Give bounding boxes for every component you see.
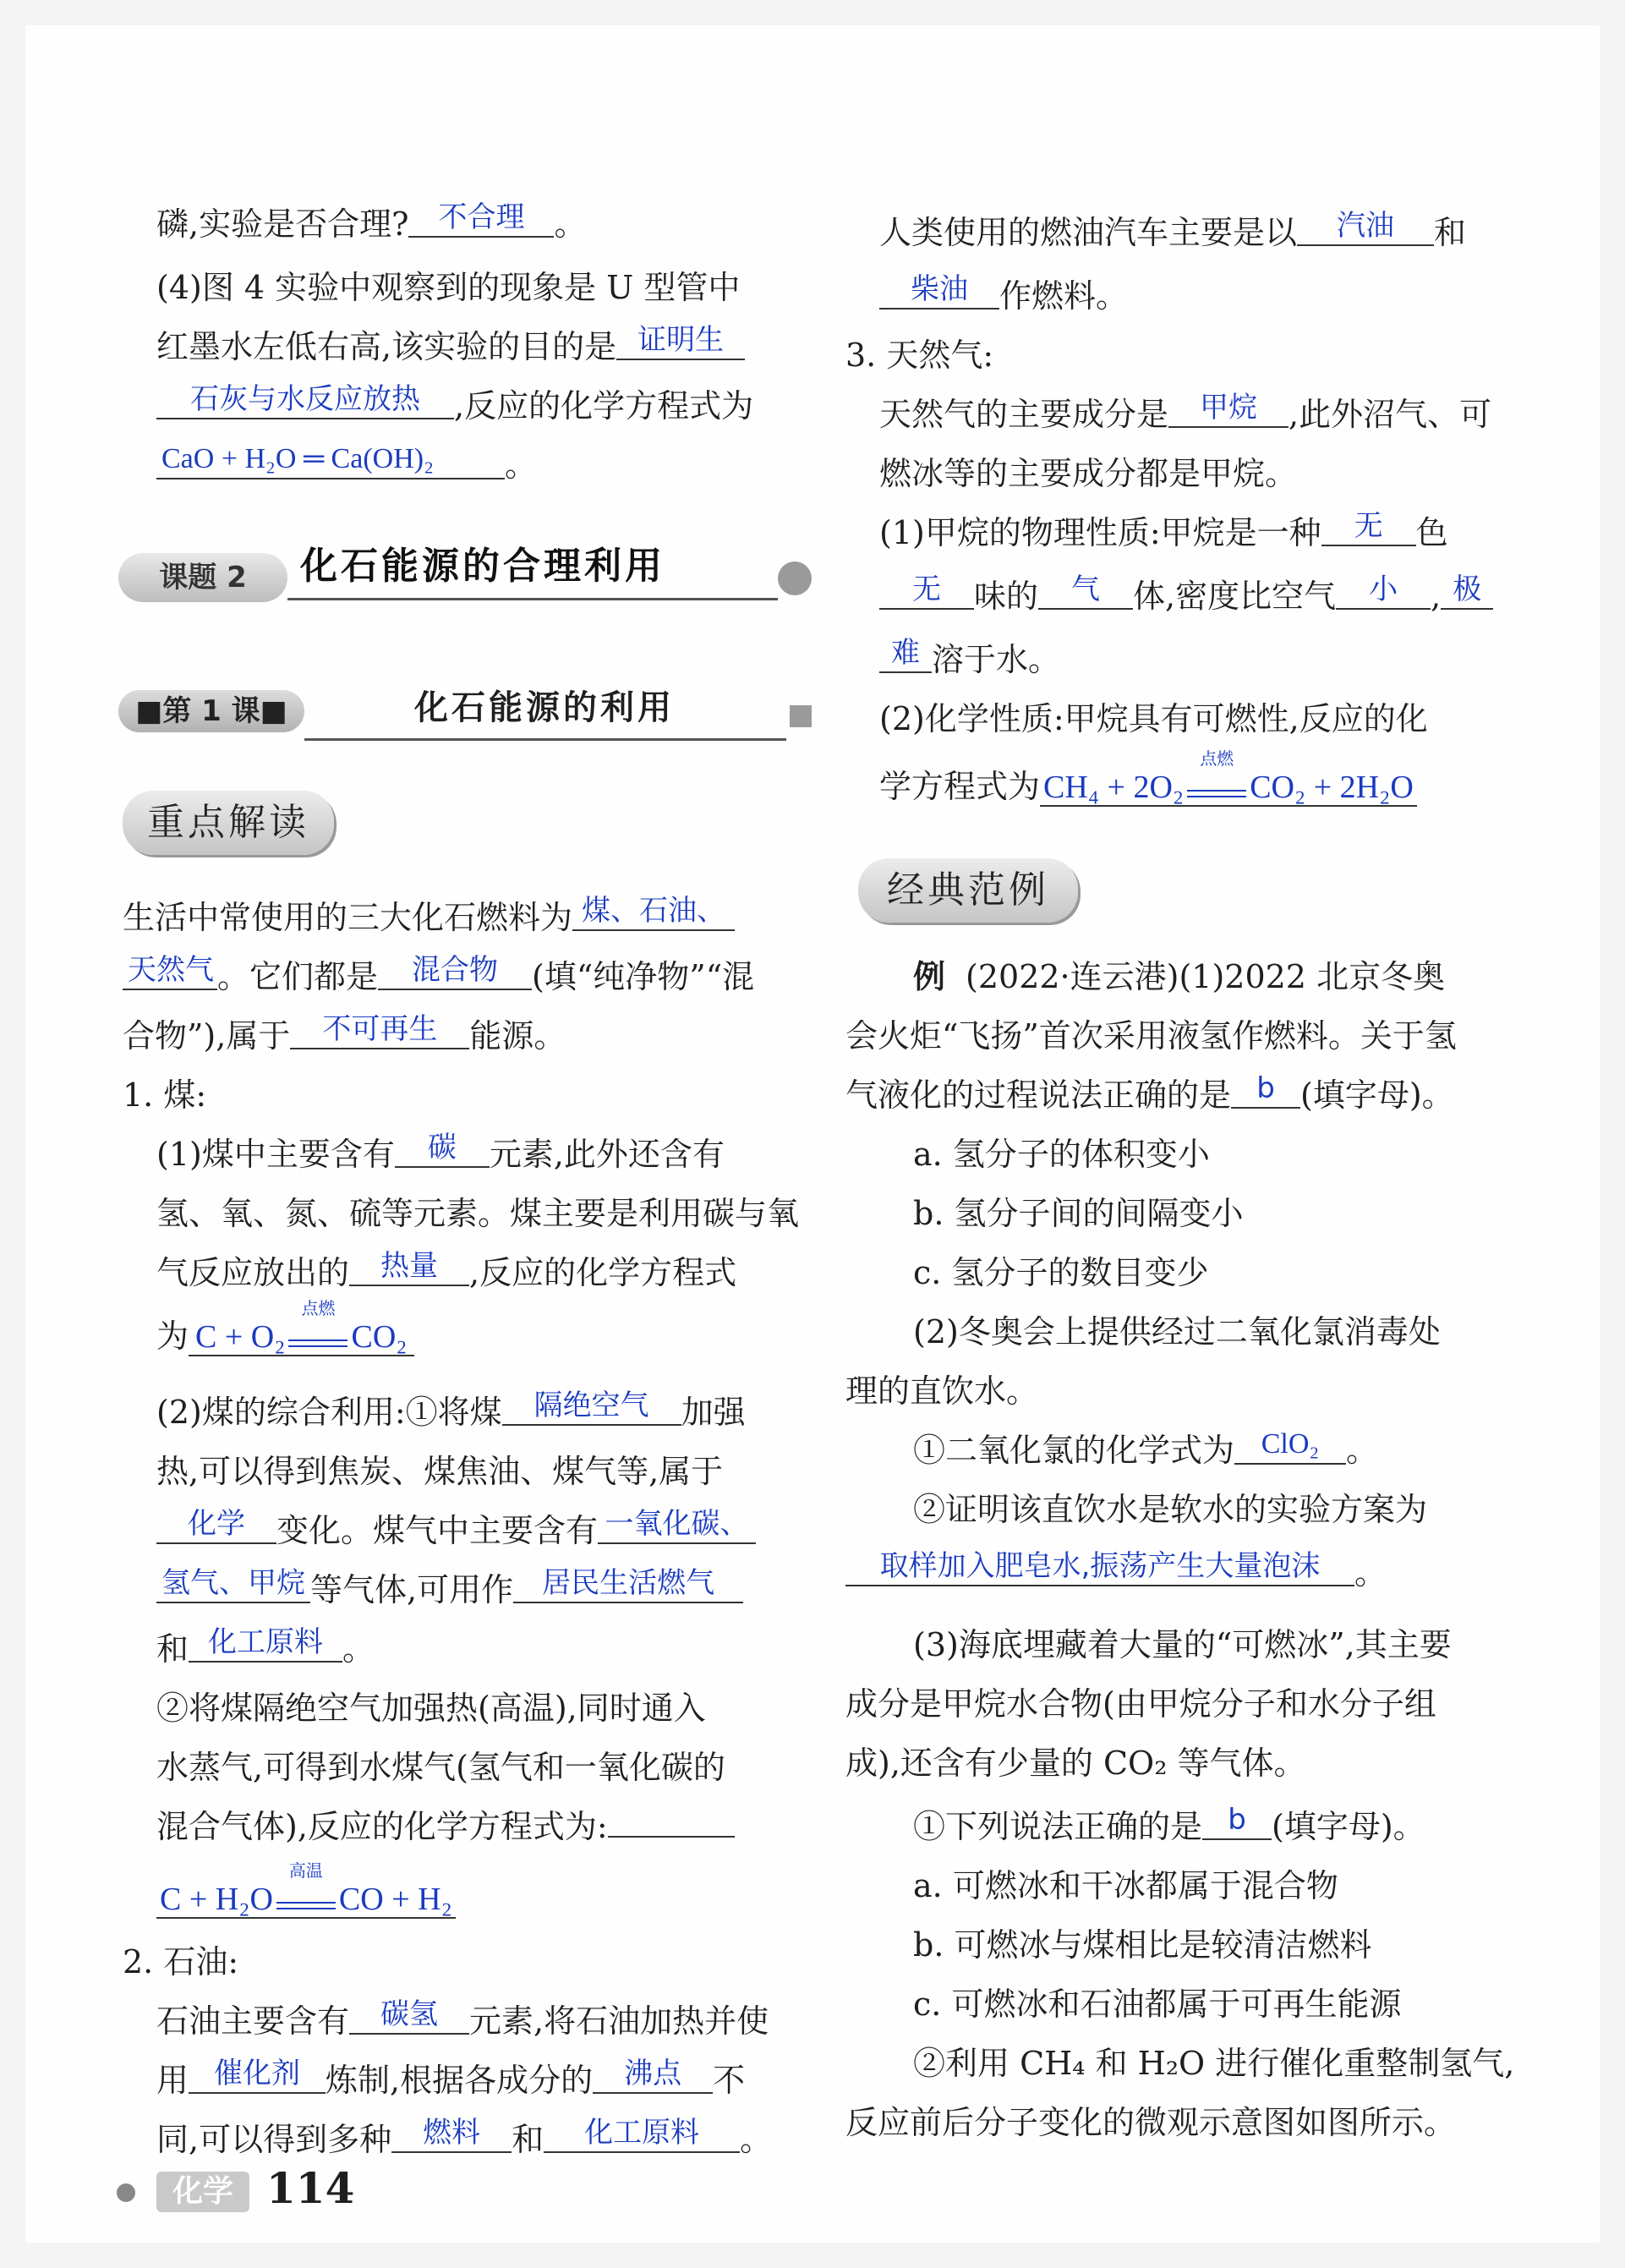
line: a. 可燃冰和干冰都属于混合物 [913, 1867, 1338, 1904]
answer-blank: 柴油 [879, 271, 999, 310]
line [156, 1625, 375, 1671]
line [156, 1566, 743, 1612]
line [156, 1300, 414, 1358]
line [913, 956, 1445, 998]
topic-tag: 课题 2 [118, 553, 287, 602]
line: 会火炬“飞扬”首次采用液氢作燃料。关于氢 [845, 1017, 1457, 1055]
text: 作燃料。 [999, 277, 1129, 315]
line: (4)图 4 实验中观察到的现象是 U 型管中 [156, 269, 741, 306]
answer-blank: 混合物 [378, 951, 532, 990]
answer-blank: 难 [879, 634, 932, 673]
line [156, 1133, 725, 1176]
equation-answer: CaO + H₂O ═ Ca(OH)₂ [156, 441, 505, 479]
answer-blank [608, 1807, 735, 1838]
text: 。 [740, 2121, 773, 2158]
example-label: 例 [913, 957, 946, 995]
text: 气反应放出的 [156, 1254, 350, 1291]
line [156, 2059, 745, 2102]
text: 学方程式为 [879, 768, 1041, 805]
text: 炼制,根据各成分的 [326, 2062, 594, 2099]
line [845, 1549, 1387, 1595]
equation-answer [1040, 750, 1417, 807]
text: 。它们都是 [217, 958, 379, 995]
line: (2)化学性质:甲烷具有可燃性,反应的化 [879, 700, 1428, 737]
equation-answer [156, 1862, 456, 1919]
equals-bar [276, 1902, 336, 1909]
text: (2)煤的综合利用:①将煤 [156, 1394, 502, 1431]
text: (填字母)。 [1300, 1076, 1454, 1114]
line: b. 可燃冰与煤相比是较清洁燃料 [913, 1926, 1372, 1964]
text: ,反应的化学方程式为 [454, 387, 754, 425]
equals-bar [288, 1339, 347, 1347]
reaction-arrow [276, 1862, 336, 1909]
answer-blank: 热量 [349, 1247, 469, 1286]
text: (2022·连云港)(1)2022 北京冬奥 [966, 958, 1446, 995]
text: 。 [554, 205, 587, 243]
answer-blank: 石灰与水反应放热 [156, 381, 454, 419]
text: 变化。煤气中主要含有 [276, 1512, 599, 1549]
answer-blank: 气 [1038, 571, 1133, 610]
line [879, 272, 1129, 318]
text: 元素,此外还含有 [489, 1136, 725, 1173]
text: 溶于水。 [932, 641, 1061, 678]
equation-answer [189, 1300, 414, 1356]
line [879, 509, 1448, 555]
answer-blank: 燃料 [391, 2114, 512, 2153]
text: 味的 [974, 578, 1039, 615]
line: ②证明该直饮水是软水的实验方案为 [913, 1491, 1428, 1528]
line [156, 382, 754, 428]
answer-blank: 碳氢 [349, 1996, 469, 2035]
text: 不 [713, 2062, 746, 2099]
line [879, 211, 1466, 255]
line: 氢、氧、氮、硫等元素。煤主要是利用碳与氧 [156, 1195, 800, 1232]
text: 为 [156, 1318, 189, 1355]
text: 磷,实验是否合理? [156, 205, 409, 243]
line: ②利用 CH₄ 和 H₂O 进行催化重整制氢气, [913, 2045, 1515, 2082]
answer-blank: 无 [879, 571, 974, 610]
line [156, 323, 745, 369]
text: 和 [512, 2121, 544, 2158]
answer-blank: 天然气 [123, 951, 217, 990]
condition: 高温 [288, 1862, 323, 1881]
equation-right: CO₂ [351, 1319, 408, 1355]
text: , [1431, 578, 1442, 615]
text: 。 [342, 1630, 375, 1668]
line [156, 1509, 756, 1553]
page-number: 114 [266, 2163, 355, 2213]
line: c. 氢分子的数目变少 [913, 1254, 1209, 1291]
text: ①下列说法正确的是 [913, 1808, 1203, 1845]
text: (填字母)。 [1272, 1808, 1425, 1845]
text: 同,可以得到多种 [156, 2121, 392, 2158]
answer-blank: 一氧化碳、 [598, 1505, 756, 1544]
answer-blank: 无 [1321, 507, 1416, 546]
divider [304, 738, 786, 741]
line: 燃冰等的主要成分都是甲烷。 [879, 455, 1298, 492]
text: 天然气的主要成分是 [879, 396, 1169, 433]
footer-dot [117, 2183, 135, 2202]
line: 成),还含有少量的 CO₂ 等气体。 [845, 1745, 1306, 1782]
line [123, 953, 755, 999]
answer-blank: 化学 [156, 1505, 276, 1544]
text: 和 [156, 1630, 189, 1668]
line [879, 750, 1417, 808]
decor-square [790, 705, 812, 727]
text: 色 [1415, 514, 1448, 551]
line: 1. 煤: [123, 1076, 207, 1114]
line [156, 1862, 456, 1920]
equation-left: CH₄ + 2O₂ [1043, 770, 1185, 805]
page-sheet [25, 25, 1600, 2243]
line: 3. 天然气: [845, 337, 994, 374]
text: 合物”),属于 [123, 1017, 291, 1055]
text: 用 [156, 2062, 189, 2099]
line [156, 2118, 772, 2161]
text: (填“纯净物”“混 [532, 958, 755, 995]
answer-blank: 煤、石油、 [572, 892, 735, 931]
text: 红墨水左低右高,该实验的目的是 [156, 328, 617, 365]
line: b. 氢分子间的间隔变小 [913, 1195, 1244, 1232]
divider [287, 598, 778, 600]
text: ①二氧化氯的化学式为 [913, 1432, 1235, 1469]
text: 。 [1354, 1554, 1387, 1591]
line: a. 氢分子的体积变小 [913, 1136, 1210, 1173]
line: 理的直饮水。 [845, 1372, 1039, 1410]
line [879, 572, 1493, 618]
line: 成分是甲烷水合物(由甲烷分子和水分子组 [845, 1685, 1436, 1723]
line: (2)冬奥会上提供经过二氧化氯消毒处 [913, 1313, 1441, 1350]
answer-blank: 氢气、甲烷 [156, 1564, 310, 1603]
equals-bar [1187, 790, 1246, 797]
answer-blank: 极 [1441, 571, 1493, 610]
text: 加强 [681, 1394, 746, 1431]
line [123, 896, 735, 940]
answer-blank: 取样加入肥皂水,振荡产生大量泡沫 [845, 1548, 1354, 1586]
answer-blank: 汽油 [1297, 207, 1434, 246]
lesson-header [118, 685, 812, 744]
equation-right: CO + H₂ [338, 1882, 452, 1917]
answer-blank: ClO₂ [1234, 1426, 1346, 1465]
text: 人类使用的燃油汽车主要是以 [879, 214, 1298, 251]
equation-left: C + O₂ [195, 1319, 286, 1355]
line: 水蒸气,可得到水煤气(氢气和一氧化碳的 [156, 1749, 725, 1786]
text: (1)甲烷的物理性质:甲烷是一种 [879, 514, 1321, 551]
line [879, 638, 1060, 682]
line [845, 1071, 1454, 1117]
condition: 点燃 [1200, 750, 1234, 769]
line: 反应前后分子变化的微观示意图如图所示。 [845, 2104, 1457, 2141]
text: 和 [1434, 214, 1467, 251]
section-badge: 经典范例 [858, 858, 1078, 923]
reaction-arrow [288, 1300, 347, 1347]
answer-blank: 催化剂 [189, 2055, 326, 2094]
answer-blank: b [1231, 1070, 1300, 1109]
equation-left: C + H₂O [160, 1882, 273, 1917]
answer-blank: 沸点 [593, 2055, 713, 2094]
text: 石油主要含有 [156, 2002, 350, 2040]
answer-blank: 甲烷 [1168, 389, 1289, 428]
line [913, 1429, 1378, 1473]
line: 2. 石油: [123, 1943, 239, 1980]
answer-blank: b [1202, 1801, 1272, 1840]
line: c. 可燃冰和石油都属于可再生能源 [913, 1986, 1402, 2023]
text: 混合气体),反应的化学方程式为: [156, 1808, 608, 1845]
answer-blank: 不可再生 [290, 1011, 469, 1049]
answer-blank: 证明生 [616, 321, 745, 360]
answer-blank: 隔绝空气 [502, 1387, 681, 1426]
answer-blank: 小 [1336, 571, 1431, 610]
line [156, 1805, 735, 1848]
line [156, 1249, 737, 1295]
answer-blank: 碳 [395, 1129, 490, 1168]
text: 元素,将石油加热并使 [469, 2002, 769, 2040]
topic-header [118, 541, 812, 614]
line: (3)海底埋藏着大量的“可燃冰”,其主要 [913, 1626, 1452, 1663]
lesson-title: 化石能源的利用 [414, 688, 675, 727]
text: 气液化的过程说法正确的是 [845, 1076, 1232, 1114]
line: ②将煤隔绝空气加强热(高温),同时通入 [156, 1690, 706, 1727]
text: 能源。 [469, 1017, 566, 1055]
text: 体,密度比空气 [1133, 578, 1337, 615]
decor-dot [778, 562, 812, 595]
answer-blank: 居民生活燃气 [513, 1564, 743, 1603]
line [156, 1391, 746, 1434]
section-badge: 重点解读 [123, 791, 334, 855]
line [156, 444, 537, 488]
line [156, 200, 587, 246]
topic-title: 化石能源的合理利用 [300, 545, 665, 588]
text: 。 [505, 446, 538, 484]
condition: 点燃 [301, 1300, 336, 1318]
subject-tag: 化学 [156, 2172, 249, 2212]
text: (1)煤中主要含有 [156, 1136, 395, 1173]
text: 等气体,可用作 [310, 1571, 514, 1608]
text: 生活中常使用的三大化石燃料为 [123, 899, 573, 936]
text: ,反应的化学方程式 [469, 1254, 737, 1291]
answer-blank: 不合理 [408, 199, 554, 238]
text: 。 [1346, 1432, 1379, 1469]
line [156, 1997, 769, 2043]
lesson-tag: ■第 1 课■ [118, 690, 304, 732]
line [879, 393, 1491, 436]
line [123, 1012, 566, 1058]
text: ,此外沼气、可 [1289, 396, 1492, 433]
line [913, 1805, 1425, 1849]
answer-blank: 化工原料 [189, 1624, 342, 1663]
line: 热,可以得到焦炭、煤焦油、煤气等,属于 [156, 1453, 724, 1490]
answer-blank: 化工原料 [544, 2114, 740, 2153]
equation-right: CO₂ + 2H₂O [1250, 770, 1414, 805]
reaction-arrow [1187, 750, 1246, 797]
